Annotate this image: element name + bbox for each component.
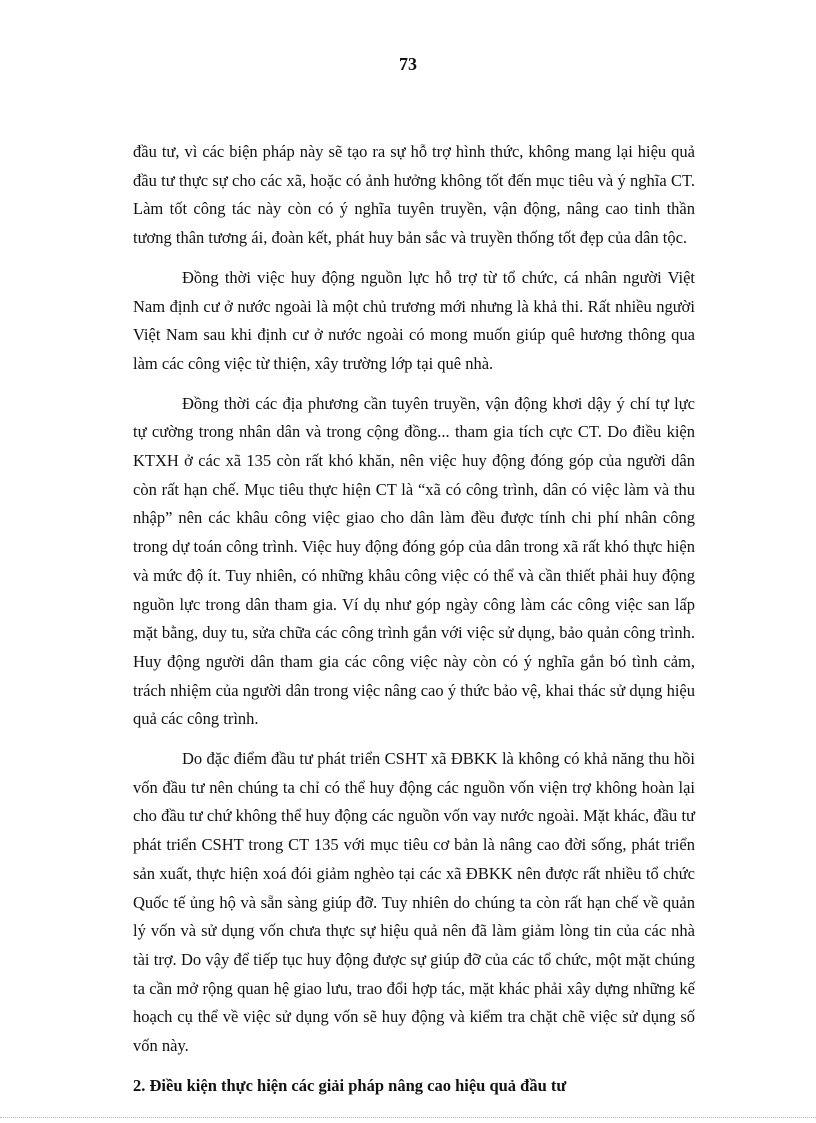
- page-bottom-divider: [0, 1117, 816, 1118]
- section-heading: 2. Điều kiện thực hiện các giải pháp nâng cao hiệu quả đầu tư: [133, 1075, 567, 1095]
- page-number: 73: [399, 54, 417, 74]
- paragraph-continuation: đầu tư, vì các biện pháp này sẽ tạo ra sự hỗ trợ hình thức, không mang lại hiệu quả đầu tư thực sự cho các xã, hoặc có ảnh hưởng không tốt đến mục tiêu và ý nghĩa CT. Làm tốt công tác này còn có ý nghĩa tuyên truyền, vận động, nâng cao tinh thần tương thân tương ái, đoàn kết, phát huy bản sắc và truyền thống tốt đẹp của dân tộc.: [133, 142, 695, 248]
- paragraph-foreign-aid: Do đặc điểm đầu tư phát triển CSHT xã ĐBKK là không có khả năng thu hồi vốn đầu tư nên chúng ta chỉ có thể huy động các nguồn vốn viện trợ không hoàn lại cho đầu tư chứ không thể huy động các nguồn vốn vay nước ngoài. Mặt khác, đầu tư phát triển CSHT trong CT 135 với mục tiêu cơ bản là nâng cao đời sống, phát triển sản xuất, thực hiện xoá đói giảm nghèo tại các xã ĐBKK nên được rất nhiều tổ chức Quốc tế ủng hộ và sẵn sàng giúp đỡ. Tuy nhiên do chúng ta còn rất hạn chế về quản lý vốn và sử dụng vốn chưa thực sự hiệu quả nên đã làm giảm lòng tin của các nhà tài trợ. Do vậy để tiếp tục huy động được sự giúp đỡ của các tổ chức, một mặt chúng ta cần mở rộng quan hệ giao lưu, trao đổi hợp tác, mặt khác phải xây dựng những kế hoạch cụ thể về việc sử dụng vốn sẽ huy động và kiểm tra chặt chẽ việc sử dụng số vốn này.: [133, 749, 695, 1056]
- paragraph-overseas-vietnamese: Đồng thời việc huy động nguồn lực hỗ trợ từ tổ chức, cá nhân người Việt Nam định cư ở nước ngoài là một chủ trương mới nhưng là khả thi. Rất nhiều người Việt Nam sau khi định cư ở nước ngoài có mong muốn giúp quê hương thông qua làm các công việc từ thiện, xây trường lớp tại quê nhà.: [133, 267, 695, 373]
- document-body: [133, 138, 695, 1101]
- paragraph-local-mobilization: Đồng thời các địa phương cần tuyên truyền, vận động khơi dậy ý chí tự lực tự cường trong nhân dân và trong cộng đồng... tham gia tích cực CT. Do điều kiện KTXH ở các xã 135 còn rất khó khăn, nên việc huy động đóng góp của người dân còn rất hạn chế. Mục tiêu thực hiện CT là “xã có công trình, dân có việc làm và thu nhập” nên các khâu công việc giao cho dân làm đều được tính chi phí nhân công trong dự toán công trình. Việc huy động đóng góp của dân trong xã rất khó thực hiện và mức độ ít. Tuy nhiên, có những khâu công việc có thể và cần thiết phải huy động nguồn lực trong dân tham gia. Ví dụ như góp ngày công làm các công việc san lấp mặt bằng, duy tu, sửa chữa các công trình gắn với việc sử dụng, bảo quản công trình. Huy động người dân tham gia các công việc này còn có ý nghĩa gắn bó tình cảm, trách nhiệm của người dân trong việc nâng cao ý thức bảo vệ, khai thác sử dụng hiệu quả các công trình.: [133, 393, 695, 729]
